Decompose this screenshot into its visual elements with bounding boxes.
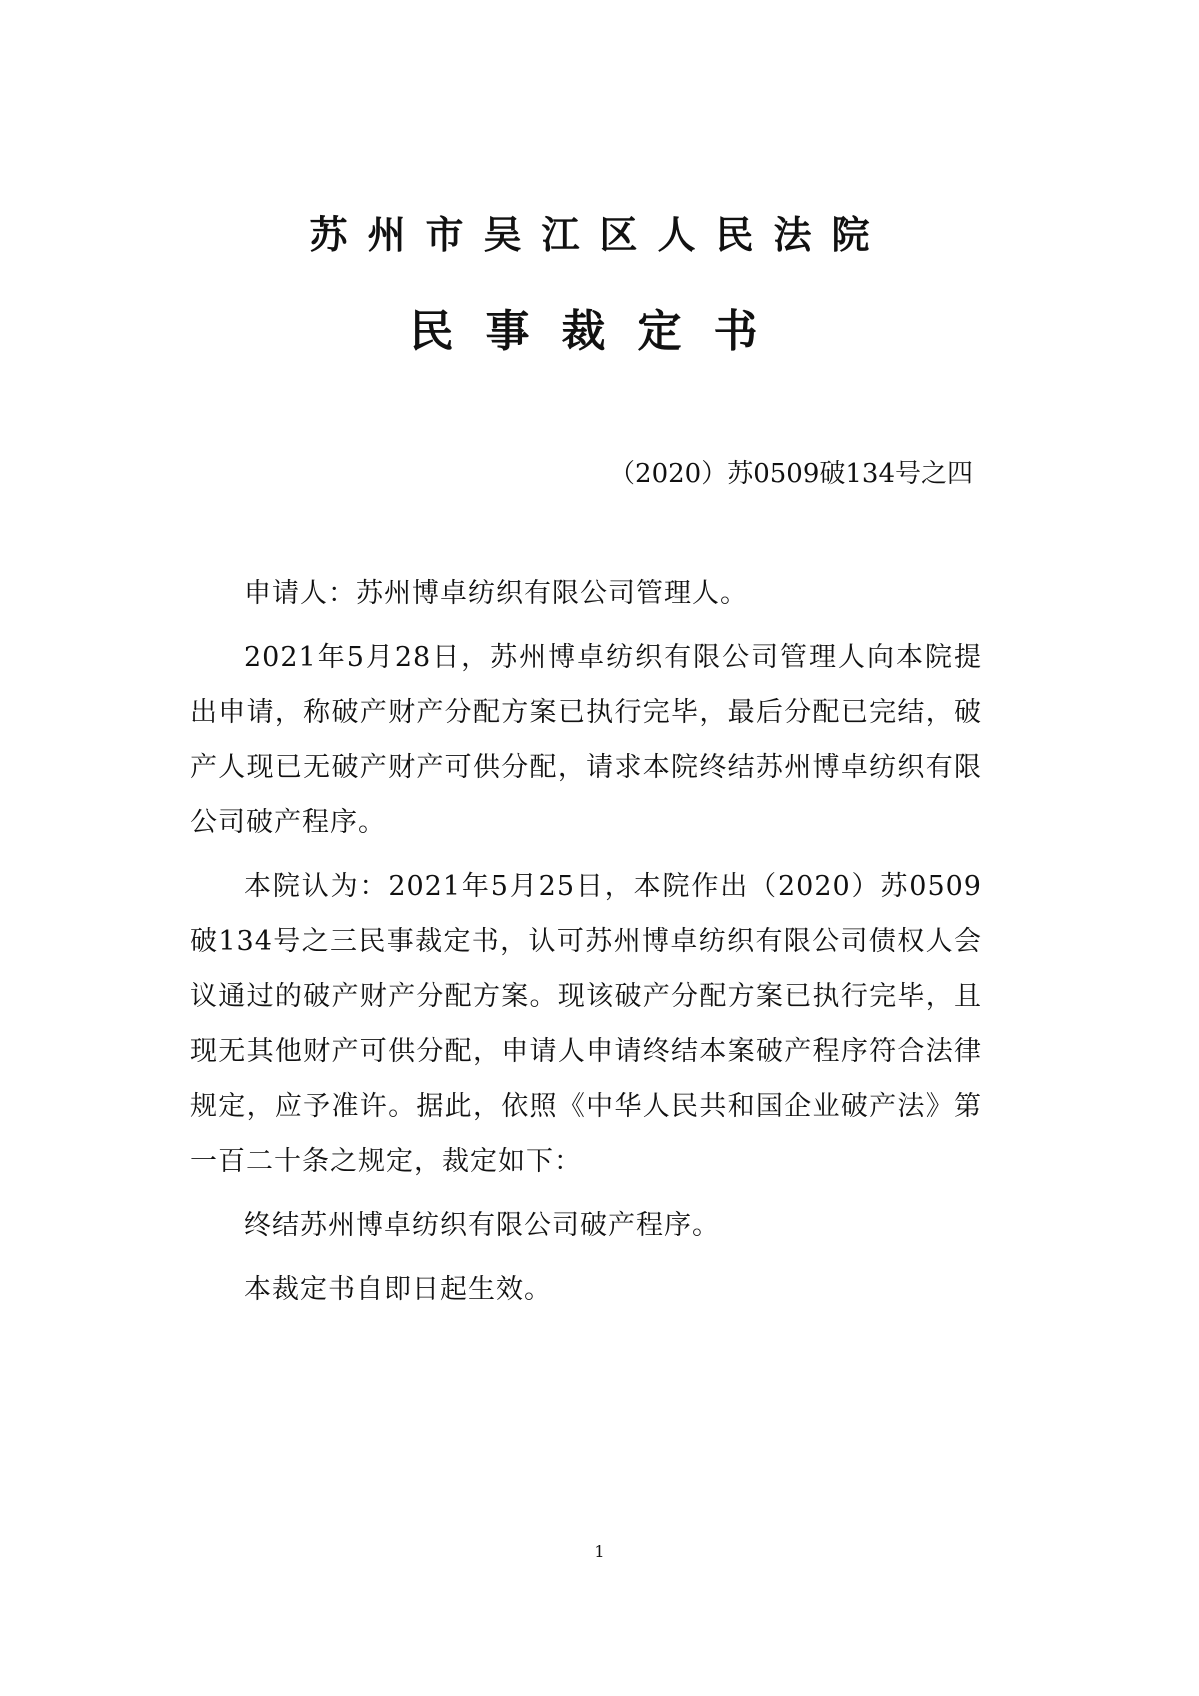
court-name: 苏州市吴江区人民法院 [309,212,890,257]
page-number: 1 [594,1542,605,1561]
ruling-body [190,566,982,1326]
case-number: （2020）苏0509破134号之四 [609,459,973,489]
effective-paragraph: 本裁定书自即日起生效。 [244,1274,552,1305]
application-paragraph: 2021年5月28日，苏州博卓纺织有限公司管理人向本院提出申请，称破产财产分配方案已执行完毕，最后分配已完结，破产人现已无破产财产可供分配，请求本院终结苏州博卓纺织有限公司破产程序。 [190,642,982,838]
court-opinion-paragraph: 本院认为：2021年5月25日，本院作出（2020）苏0509破134号之三民事裁定书，认可苏州博卓纺织有限公司债权人会议通过的破产财产分配方案。现该破产分配方案已执行完毕，且现无其他财产可供分配，申请人申请终结本案破产程序符合法律规定，应予准许。据此，依照《中华人民共和国企业破产法》第一百二十条之规定，裁定如下： [190,871,982,1177]
ruling-paragraph: 终结苏州博卓纺织有限公司破产程序。 [244,1210,720,1241]
document-title: 民事裁定书 [409,306,790,357]
applicant-paragraph: 申请人：苏州博卓纺织有限公司管理人。 [244,578,748,609]
